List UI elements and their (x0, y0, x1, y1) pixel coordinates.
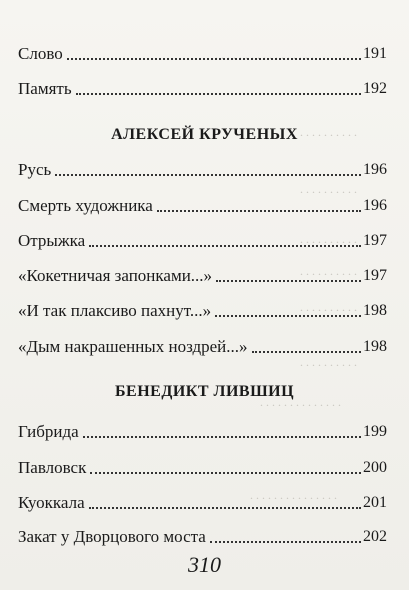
toc-entry-page: 198 (363, 302, 387, 319)
show-through: . . . . . . . . . . . . . . . (250, 488, 337, 502)
toc-entry-title: «И так плаксиво пахнут...» (18, 301, 212, 320)
toc-entry (18, 79, 387, 99)
show-through: . . . . . . . . . . (300, 355, 357, 369)
toc-entry-title: Куоккала (18, 493, 85, 512)
toc-entry (18, 160, 387, 180)
toc-entry-title: Память (18, 79, 72, 98)
toc-entry-page: 200 (363, 459, 387, 476)
toc-entry-title: «Дым накрашенных ноздрей...» (18, 337, 248, 356)
toc-entry (18, 337, 387, 357)
toc-entry-title: Русь (18, 160, 52, 179)
toc-entry (18, 196, 387, 216)
show-through: . . . . . . . . . . . . . . (260, 395, 341, 409)
show-through: . . . . . . . . . . (300, 300, 357, 314)
show-through: . . . . . . . . . . (300, 232, 357, 246)
toc-entry (18, 422, 387, 442)
toc-entry-title: Гибрида (18, 422, 79, 441)
toc-entry (18, 493, 387, 513)
toc-entry (18, 301, 387, 321)
dot-leader (55, 174, 361, 176)
toc-entry-page: 198 (363, 338, 387, 355)
toc-entry-title: «Кокетничая запонками...» (18, 266, 213, 285)
toc-entry-page: 192 (363, 80, 387, 97)
toc-entry (18, 44, 387, 64)
toc-entry-page: 196 (363, 197, 387, 214)
toc-entry-title: Закат у Дворцового моста (18, 527, 206, 546)
author-heading: АЛЕКСЕЙ КРУЧЕНЫХ (111, 126, 298, 143)
show-through: . . . . . . . . . . (300, 182, 357, 196)
toc-entry-page: 191 (363, 45, 387, 62)
toc-entry-page: 199 (363, 423, 387, 440)
toc-entry-page: 197 (363, 267, 387, 284)
show-through: . . . . . . . . . . (300, 125, 357, 139)
toc-entry-title: Отрыжка (18, 231, 86, 250)
dot-leader (210, 541, 361, 543)
toc-entry-title: Слово (18, 44, 63, 63)
toc-entry-page: 202 (363, 528, 387, 545)
dot-leader (67, 58, 361, 60)
toc-entry (18, 458, 387, 478)
toc-entry-title: Смерть художника (18, 196, 153, 215)
dot-leader (89, 507, 361, 509)
show-through: . . . . . . . . . . (300, 264, 357, 278)
toc-entry-title: Павловск (18, 458, 87, 477)
dot-leader (90, 472, 361, 474)
dot-leader (157, 210, 361, 212)
toc-entry (18, 231, 387, 251)
dot-leader (89, 245, 361, 247)
show-through: . . . . . . . . . . . . . . . . . (215, 48, 314, 62)
page-number: 310 (188, 552, 221, 577)
dot-leader (83, 436, 361, 438)
toc-entry (18, 266, 387, 286)
author-heading: БЕНЕДИКТ ЛИВШИЦ (114, 383, 295, 400)
dot-leader (216, 280, 361, 282)
toc-entry-page: 196 (363, 161, 387, 178)
dot-leader (76, 93, 361, 95)
toc-entry (18, 527, 387, 547)
toc-entry-page: 197 (363, 232, 387, 249)
dot-leader (252, 351, 361, 353)
dot-leader (215, 315, 361, 317)
toc-entry-page: 201 (363, 494, 387, 511)
